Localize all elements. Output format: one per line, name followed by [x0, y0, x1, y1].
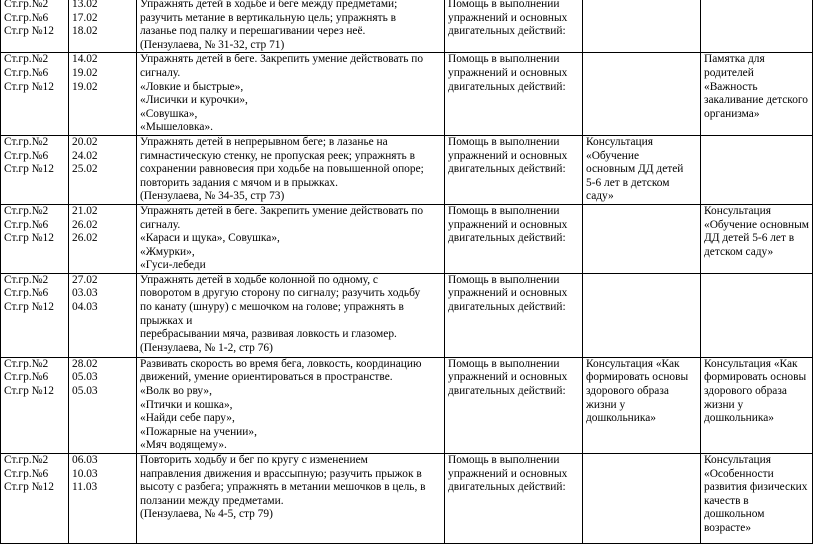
parents-line: «Важность [704, 80, 758, 93]
consultation-cell [583, 0, 701, 53]
group-cell [1, 204, 69, 273]
help-line: двигательных действий: [448, 301, 566, 314]
group-line: Ст.гр.№6 [4, 66, 49, 79]
date-line: 14.02 [72, 53, 98, 66]
task-line: сохранении равновесия при ходьбе на повышенной опоре; [140, 163, 424, 176]
group-line: Ст.гр.№6 [4, 371, 49, 384]
help-line: упражнений и основных [448, 11, 568, 24]
table-row [1, 273, 813, 357]
help-line: упражнений и основных [448, 287, 568, 300]
date-line: 04.03 [72, 301, 98, 314]
task-line: «Жмурки», [140, 245, 195, 258]
help-line: упражнений и основных [448, 467, 568, 480]
date-cell [69, 454, 137, 544]
task-cell [137, 357, 445, 453]
parents-cell [701, 454, 813, 544]
help-line: Помощь в выполнении [448, 53, 560, 66]
parents-cell [701, 135, 813, 204]
task-line: (Пензулаева, № 1-2, стр 76) [140, 341, 273, 354]
date-line: 06.03 [72, 454, 98, 467]
group-line: Ст.гр.№6 [4, 149, 49, 162]
date-line: 26.02 [72, 232, 98, 245]
date-line: 11.03 [72, 481, 98, 494]
date-line: 28.02 [72, 357, 98, 370]
help-line: двигательных действий: [448, 232, 566, 245]
parents-cell [701, 53, 813, 136]
help-cell [445, 135, 583, 204]
help-line: Помощь в выполнении [448, 357, 560, 370]
group-line: Ст.гр.№2 [4, 53, 49, 66]
parents-line: жизни у [704, 398, 744, 411]
date-line: 19.02 [72, 66, 98, 79]
date-cell [69, 204, 137, 273]
parents-cell [701, 273, 813, 357]
task-line: (Пензулаева, № 34-35, стр 73) [140, 190, 285, 203]
task-line: высоту с разбега; упражнять в метании мешочков в цель, в [140, 481, 426, 494]
consultation-line: Консультация «Как [586, 357, 680, 370]
task-line: Развивать скорость во время бега, ловкость, координацию [140, 357, 422, 370]
help-cell [445, 204, 583, 273]
group-line: Ст.гр.№2 [4, 204, 49, 217]
group-cell [1, 357, 69, 453]
group-line: Ст.гр.№6 [4, 11, 49, 24]
task-line: (Пензулаева, № 31-32, стр 71) [140, 38, 285, 51]
date-line: 05.03 [72, 385, 98, 398]
consultation-cell [583, 53, 701, 136]
date-line: 10.03 [72, 467, 98, 480]
consultation-cell [583, 204, 701, 273]
parents-line: Памятка для [704, 53, 765, 66]
group-line: Ст.гр №12 [4, 232, 54, 245]
group-line: Ст.гр №12 [4, 163, 54, 176]
date-line: 24.02 [72, 149, 98, 162]
group-line: Ст.гр №12 [4, 385, 54, 398]
parents-line: организма» [704, 107, 760, 120]
task-line: лазанье под палку и перешагивании через неё. [140, 25, 366, 38]
help-line: двигательных действий: [448, 25, 566, 38]
parents-line: дошкольника» [704, 412, 774, 425]
group-line: Ст.гр.№6 [4, 287, 49, 300]
consultation-line: жизни у [586, 398, 626, 411]
group-line: Ст.гр.№2 [4, 357, 49, 370]
task-line: поворотом в другую сторону по сигналу; разучить ходьбу [140, 287, 421, 300]
parents-line: дошкольном [704, 508, 765, 521]
help-line: упражнений и основных [448, 149, 568, 162]
date-line: 20.02 [72, 135, 98, 148]
date-line: 05.03 [72, 371, 98, 384]
task-line: Повторить ходьбу и бег по кругу с изменением [140, 454, 368, 467]
date-cell [69, 357, 137, 453]
date-cell [69, 273, 137, 357]
table-row [1, 53, 813, 136]
parents-line: развития физических [704, 481, 808, 494]
task-line: «Найди себе пару», [140, 412, 235, 425]
consultation-line: 5-6 лет в детском [586, 176, 670, 189]
task-cell [137, 53, 445, 136]
task-line: (Пензулаева, № 4-5, стр 79) [140, 508, 273, 521]
date-line: 17.02 [72, 11, 98, 24]
table-row [1, 357, 813, 453]
task-line: «Ловкие и быстрые», [140, 80, 244, 93]
consultation-cell [583, 357, 701, 453]
help-line: упражнений и основных [448, 371, 568, 384]
help-cell [445, 0, 583, 53]
group-line: Ст.гр.№2 [4, 273, 49, 286]
help-line: Помощь в выполнении [448, 273, 560, 286]
date-line: 03.03 [72, 287, 98, 300]
parents-cell [701, 0, 813, 53]
help-line: Помощь в выполнении [448, 0, 560, 10]
help-cell [445, 273, 583, 357]
parents-line: родителей [704, 66, 754, 79]
help-line: Помощь в выполнении [448, 135, 560, 148]
consultation-line: Консультация [586, 135, 653, 148]
task-line: Упражнять детей в непрерывном беге; в лазанье на [140, 135, 388, 148]
help-line: Помощь в выполнении [448, 204, 560, 217]
group-line: Ст.гр №12 [4, 481, 54, 494]
task-cell [137, 204, 445, 273]
task-cell [137, 0, 445, 53]
task-line: прыжках и [140, 314, 193, 327]
task-line: разучить метание в вертикальную цель; упражнять в [140, 11, 397, 24]
help-line: двигательных действий: [448, 481, 566, 494]
help-cell [445, 454, 583, 544]
group-cell [1, 53, 69, 136]
parents-cell [701, 357, 813, 453]
task-line: «Птички и кошка», [140, 398, 233, 411]
task-line: Упражнять детей в беге. Закрепить умение действовать по [140, 53, 424, 66]
consultation-line: дошкольника» [586, 412, 656, 425]
group-cell [1, 135, 69, 204]
help-line: двигательных действий: [448, 80, 566, 93]
consultation-cell [583, 135, 701, 204]
task-line: гимнастическую стенку, не пропуская реек; упражнять в [140, 149, 415, 162]
date-line: 18.02 [72, 25, 98, 38]
parents-line: закаливание детского [704, 94, 808, 107]
task-line: перебрасывании мяча, развивая ловкость и глазомер. [140, 328, 397, 341]
task-line: «Пожарные на учении», [140, 425, 257, 438]
consultation-line: основным ДД детей [586, 163, 684, 176]
group-line: Ст.гр.№6 [4, 467, 49, 480]
task-line: повторить задания с мячом и в прыжках. [140, 176, 338, 189]
consultation-line: «Обучение [586, 149, 640, 162]
parents-line: «Особенности [704, 467, 774, 480]
task-line: направления движения и врассыпную; разучить прыжок в [140, 467, 422, 480]
date-line: 21.02 [72, 204, 98, 217]
parents-line: Консультация «Как [704, 357, 798, 370]
consultation-line: здорового образа [586, 385, 669, 398]
help-cell [445, 357, 583, 453]
group-line: Ст.гр №12 [4, 80, 54, 93]
task-line: «Лисички и курочки», [140, 94, 248, 107]
task-cell [137, 135, 445, 204]
parents-line: возрасте» [704, 522, 752, 534]
group-line: Ст.гр.№6 [4, 218, 49, 231]
consultation-cell [583, 454, 701, 544]
task-line: «Караси и щука», Совушка», [140, 232, 280, 245]
consultation-cell [583, 273, 701, 357]
help-line: упражнений и основных [448, 218, 568, 231]
group-cell [1, 273, 69, 357]
task-line: «Волк во рву», [140, 385, 212, 398]
task-line: «Мяч водящему». [140, 439, 227, 452]
task-line: «Мышеловка». [140, 121, 214, 134]
parents-line: «Обучение основным [704, 218, 810, 231]
parents-line: ДД детей 5-6 лет в [704, 232, 795, 245]
table-row [1, 204, 813, 273]
group-line: Ст.гр.№2 [4, 135, 49, 148]
date-cell [69, 53, 137, 136]
task-cell [137, 273, 445, 357]
date-line: 25.02 [72, 163, 98, 176]
task-line: ползании между предметами. [140, 494, 284, 507]
task-line: движений, умение ориентироваться в пространстве. [140, 371, 393, 384]
parents-line: здорового образа [704, 385, 787, 398]
group-line: Ст.гр №12 [4, 301, 54, 314]
task-line: по канату (шнуру) с мешочком на голове; упражнять в [140, 301, 404, 314]
help-line: двигательных действий: [448, 163, 566, 176]
task-cell [137, 454, 445, 544]
parents-line: Консультация [704, 204, 771, 217]
date-cell [69, 0, 137, 53]
parents-cell [701, 204, 813, 273]
table-row [1, 135, 813, 204]
consultation-line: формировать основы [586, 371, 689, 384]
task-line: Упражнять детей в ходьбе и беге между предметами; [140, 0, 398, 10]
group-cell [1, 0, 69, 53]
consultation-line: саду» [586, 190, 614, 203]
task-line: сигналу. [140, 218, 181, 231]
date-line: 27.02 [72, 273, 98, 286]
task-line: «Совушка», [140, 107, 198, 120]
task-line: Упражнять детей в ходьбе колонной по одному, с [140, 273, 378, 286]
plan-table-body [1, 0, 813, 544]
help-cell [445, 53, 583, 136]
task-line: «Гуси-лебеди [140, 259, 206, 272]
parents-line: качеств в [704, 494, 749, 507]
date-line: 26.02 [72, 218, 98, 231]
group-line: Ст.гр №12 [4, 25, 54, 38]
group-line: Ст.гр.№2 [4, 0, 49, 10]
help-line: двигательных действий: [448, 385, 566, 398]
table-row [1, 0, 813, 53]
group-line: Ст.гр.№2 [4, 454, 49, 467]
parents-line: Консультация [704, 454, 771, 467]
parents-line: детском саду» [704, 245, 774, 258]
group-cell [1, 454, 69, 544]
table-row [1, 454, 813, 544]
help-line: Помощь в выполнении [448, 454, 560, 467]
date-line: 19.02 [72, 80, 98, 93]
task-line: Упражнять детей в беге. Закрепить умение действовать по [140, 204, 424, 217]
task-line: сигналу. [140, 66, 181, 79]
date-cell [69, 135, 137, 204]
parents-line: формировать основы [704, 371, 807, 384]
date-line: 13.02 [72, 0, 98, 10]
help-line: упражнений и основных [448, 66, 568, 79]
